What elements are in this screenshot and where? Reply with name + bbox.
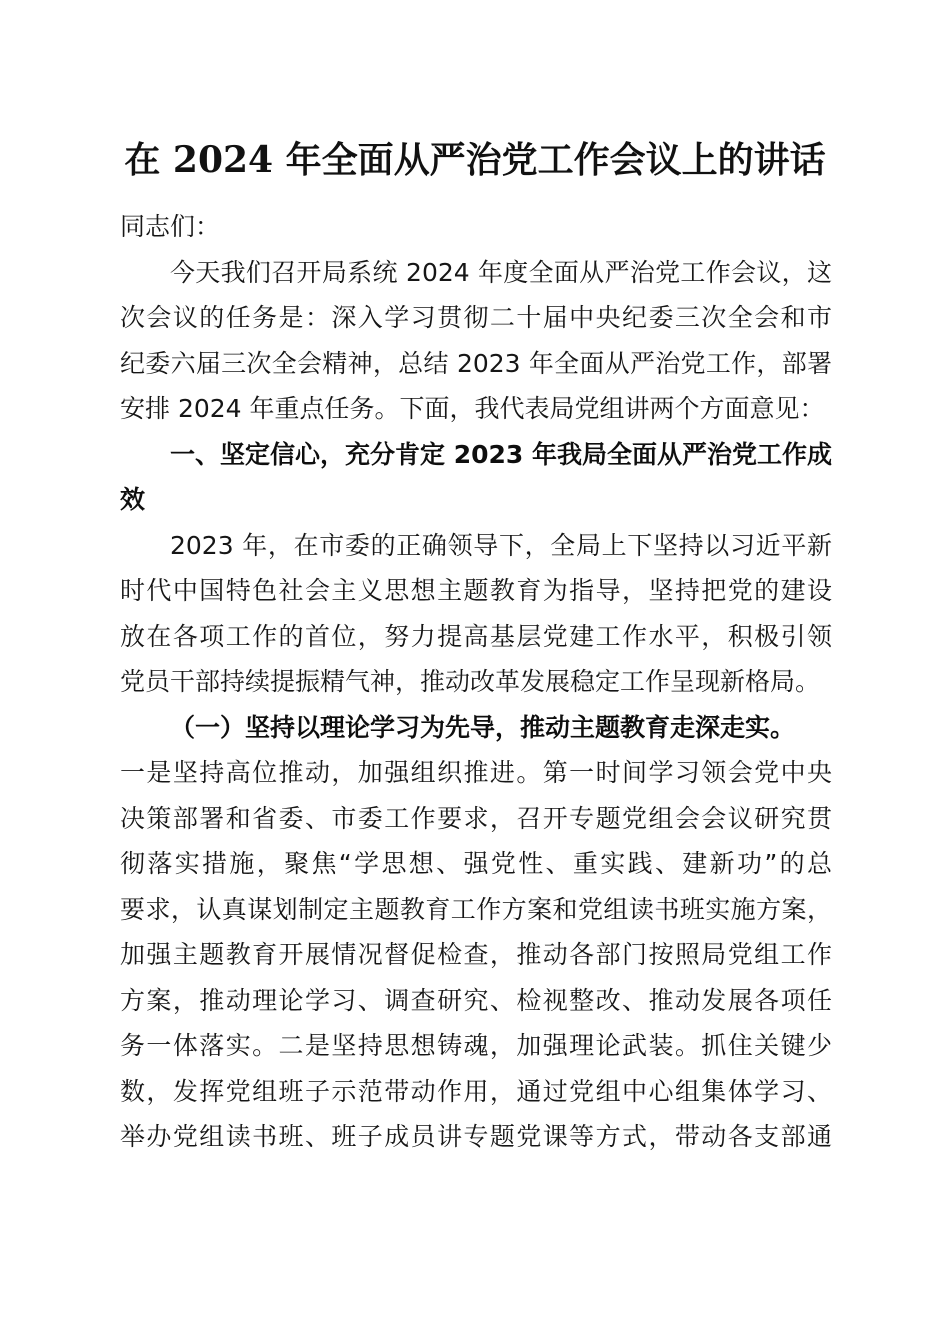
text-line: 方案，推动理论学习、调查研究、检视整改、推动发展各项任: [120, 985, 832, 1015]
text-line: 时代中国特色社会主义思想主题教育为指导，坚持把党的建设: [120, 576, 832, 605]
text-line: 举办党组读书班、班子成员讲专题党课等方式，带动各支部通: [120, 1122, 832, 1151]
text-line: 彻落实措施，聚焦“学思想、强党性、重实践、建新功”的总: [120, 849, 832, 878]
salutation: 同志们：: [120, 212, 221, 241]
text-line: 2023 年，在市委的正确领导下，全局上下坚持以习近平新: [170, 530, 832, 560]
document-body: [120, 204, 832, 1160]
text-line: 加强主题教育开展情况督促检查，推动各部门按照局党组工作: [120, 940, 832, 969]
text-line: 放在各项工作的首位，努力提高基层党建工作水平，积极引领: [120, 621, 832, 651]
text-line: 务一体落实。二是坚持思想铸魂，加强理论武装。抓住关键少: [120, 1031, 832, 1060]
paragraph-lines: [120, 250, 832, 1160]
text-line: 要求，认真谋划制定主题教育工作方案和党组读书班实施方案，: [120, 894, 832, 924]
section-heading-line: （一）坚持以理论学习为先导，推动主题教育走深走实。: [170, 712, 796, 742]
document-title: 在 2024 年全面从严治党工作会议上的讲话: [124, 139, 826, 181]
text-line: 党员干部持续提振精气神，推动改革发展稳定工作呈现新格局。: [120, 667, 821, 696]
section-heading-line: 一、坚定信心，充分肯定 2023 年我局全面从严治党工作成: [170, 439, 832, 469]
text-line: 一是坚持高位推动，加强组织推进。第一时间学习领会党中央: [120, 758, 832, 787]
text-line: 安排 2024 年重点任务。下面，我代表局党组讲两个方面意见：: [120, 394, 825, 423]
text-line: 数，发挥党组班子示范带动作用，通过党组中心组集体学习、: [120, 1076, 832, 1106]
section-heading-line: 效: [120, 485, 146, 514]
text-line: 纪委六届三次全会精神，总结 2023 年全面从严治党工作，部署: [120, 348, 832, 378]
text-line: 决策部署和省委、市委工作要求，召开专题党组会会议研究贯: [120, 803, 832, 833]
text-line: 今天我们召开局系统 2024 年度全面从严治党工作会议，这: [170, 257, 832, 287]
text-line: 次会议的任务是：深入学习贯彻二十届中央纪委三次全会和市: [120, 303, 832, 332]
